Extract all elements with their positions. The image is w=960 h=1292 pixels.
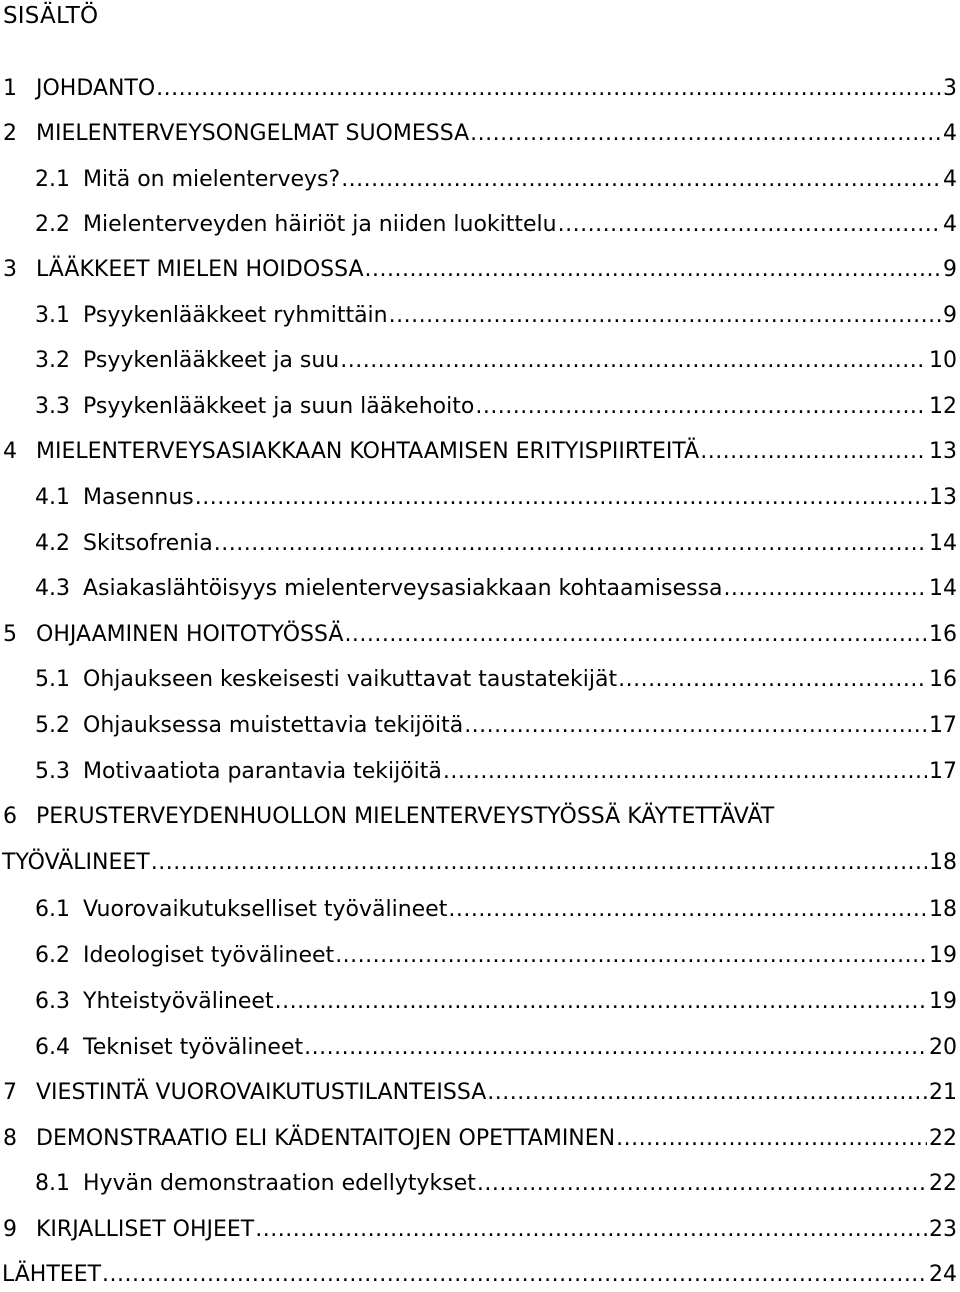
toc-entry-number: 6.3 (35, 989, 70, 1014)
toc-entry-page: 19 (929, 989, 957, 1014)
toc-entry-number: 2.2 (35, 212, 70, 237)
toc-entry-number: 1 (3, 76, 17, 101)
toc-entry[interactable] (0, 72, 957, 106)
toc-entry-title: Psyykenlääkkeet ja suun lääkehoito (83, 394, 475, 419)
toc-entry[interactable] (0, 572, 957, 606)
toc-entry[interactable] (0, 893, 957, 927)
toc-dot-leader (151, 846, 927, 880)
toc-entry-number: 5 (3, 622, 17, 647)
toc-entry-page: 17 (929, 713, 957, 738)
toc-entry-title: Tekniset työvälineet (83, 1035, 304, 1060)
toc-entry-title: Motivaatiota parantavia tekijöitä (83, 759, 442, 784)
toc-entry-page: 10 (929, 348, 957, 373)
toc-entry-page: 9 (943, 257, 957, 282)
toc-dot-leader (195, 481, 927, 515)
toc-dot-leader (700, 435, 927, 469)
toc-dot-leader (487, 1076, 927, 1110)
toc-heading: SISÄLTÖ (3, 3, 99, 29)
toc-entry-page: 21 (929, 1080, 957, 1105)
toc-dot-leader (102, 1258, 927, 1292)
toc-dot-leader (470, 117, 941, 151)
toc-entry-title: Vuorovaikutukselliset työvälineet (83, 897, 448, 922)
toc-entry[interactable] (0, 1122, 957, 1156)
toc-entry-number: 5.3 (35, 759, 70, 784)
toc-entry[interactable] (0, 1258, 957, 1292)
toc-entry-number: 6.4 (35, 1035, 70, 1060)
toc-dot-leader (214, 527, 927, 561)
toc-entry-number: 3 (3, 257, 17, 282)
toc-entry-page: 22 (929, 1126, 957, 1151)
toc-entry[interactable] (0, 481, 957, 515)
toc-entry-title: KIRJALLISET OHJEET (36, 1217, 255, 1242)
toc-entry-page: 18 (929, 897, 957, 922)
toc-entry-title: Ideologiset työvälineet (83, 943, 335, 968)
toc-dot-leader (558, 208, 941, 242)
toc-entry-page: 23 (929, 1217, 957, 1242)
toc-dot-leader (616, 1122, 927, 1156)
toc-dot-leader (723, 572, 927, 606)
toc-entry-number: 6 (3, 804, 17, 829)
toc-entry[interactable] (0, 435, 957, 469)
toc-entry-number: 2.1 (35, 167, 70, 192)
toc-entry[interactable] (0, 663, 957, 697)
toc-entry-title: JOHDANTO (36, 76, 156, 101)
toc-dot-leader (365, 253, 941, 287)
toc-entry-number: 3.2 (35, 348, 70, 373)
toc-entry-title: Psyykenlääkkeet ja suu (83, 348, 340, 373)
toc-dot-leader (477, 1167, 927, 1201)
toc-dot-leader (341, 163, 941, 197)
toc-entry[interactable] (0, 939, 957, 973)
toc-entry-title: Yhteistyövälineet (83, 989, 274, 1014)
toc-entry-number: 6.2 (35, 943, 70, 968)
toc-entry-page: 16 (929, 622, 957, 647)
toc-entry[interactable] (0, 618, 957, 652)
toc-entry-page: 4 (943, 121, 957, 146)
toc-entry-title-continued: TYÖVÄLINEET (2, 850, 150, 875)
toc-dot-leader (304, 1031, 927, 1065)
toc-entry-title: Masennus (83, 485, 194, 510)
toc-entry[interactable] (0, 1031, 957, 1065)
toc-entry[interactable] (0, 527, 957, 561)
toc-entry-page: 9 (943, 303, 957, 328)
toc-entry-page: 20 (929, 1035, 957, 1060)
toc-entry[interactable] (0, 299, 957, 333)
toc-entry-title: MIELENTERVEYSONGELMAT SUOMESSA (36, 121, 470, 146)
toc-entry-page: 22 (929, 1171, 957, 1196)
toc-entry-title: Ohjauksessa muistettavia tekijöitä (83, 713, 464, 738)
toc-entry-number: 8 (3, 1126, 17, 1151)
toc-entry-number: 9 (3, 1217, 17, 1242)
toc-entry-page: 12 (929, 394, 957, 419)
toc-entry-page: 4 (943, 212, 957, 237)
toc-dot-leader (443, 755, 927, 789)
toc-entry-number: 4 (3, 439, 17, 464)
toc-entry-title: OHJAAMINEN HOITOTYÖSSÄ (36, 622, 344, 647)
toc-entry-number: 8.1 (35, 1171, 70, 1196)
toc-entry-title: Asiakaslähtöisyys mielenterveysasiakkaan kohtaamisessa (83, 576, 723, 601)
toc-entry[interactable] (0, 390, 957, 424)
toc-entry-title: LÄHTEET (2, 1262, 102, 1287)
toc-entry-page: 14 (929, 531, 957, 556)
toc-entry-page: 16 (929, 667, 957, 692)
toc-entry-title: Ohjaukseen keskeisesti vaikuttavat taustatekijät (83, 667, 618, 692)
toc-entry-continuation[interactable] (0, 846, 957, 880)
toc-entry-page: 19 (929, 943, 957, 968)
toc-entry-title: Mitä on mielenterveys? (83, 167, 341, 192)
toc-entry-number: 4.2 (35, 531, 70, 556)
toc-entry-page: 14 (929, 576, 957, 601)
toc-entry[interactable] (0, 117, 957, 151)
toc-entry[interactable] (0, 208, 957, 242)
toc-entry[interactable] (0, 709, 957, 743)
toc-entry-page: 4 (943, 167, 957, 192)
toc-entry-number: 3.3 (35, 394, 70, 419)
toc-entry-title: DEMONSTRAATIO ELI KÄDENTAITOJEN OPETTAMINEN (36, 1126, 616, 1151)
toc-dot-leader (464, 709, 927, 743)
toc-dot-leader (344, 618, 927, 652)
toc-dot-leader (335, 939, 927, 973)
toc-entry[interactable] (0, 253, 957, 287)
toc-dot-leader (275, 985, 927, 1019)
toc-entry-number: 7 (3, 1080, 17, 1105)
toc-entry[interactable] (0, 985, 957, 1019)
toc-entry-number: 5.1 (35, 667, 70, 692)
toc-dot-leader (475, 390, 927, 424)
toc-entry-number: 4.3 (35, 576, 70, 601)
toc-entry-page: 24 (929, 1262, 957, 1287)
toc-entry-title: Hyvän demonstraation edellytykset (83, 1171, 476, 1196)
toc-entry[interactable] (0, 1213, 957, 1247)
toc-entry[interactable] (0, 344, 957, 378)
toc-entry-number: 2 (3, 121, 17, 146)
toc-entry-page: 18 (929, 850, 957, 875)
toc-dot-leader (618, 663, 927, 697)
toc-entry[interactable] (0, 1167, 957, 1201)
toc-entry-page: 13 (929, 485, 957, 510)
toc-entry-title: PERUSTERVEYDENHUOLLON MIELENTERVEYSTYÖSSÄ KÄYTETTÄVÄT (36, 804, 775, 829)
toc-entry-title: VIESTINTÄ VUOROVAIKUTUSTILANTEISSA (36, 1080, 487, 1105)
toc-entry-page: 3 (943, 76, 957, 101)
toc-entry-number: 5.2 (35, 713, 70, 738)
toc-entry[interactable] (0, 1076, 957, 1110)
toc-dot-leader (448, 893, 927, 927)
toc-entry-first-line[interactable] (0, 800, 774, 834)
toc-entry-page: 17 (929, 759, 957, 784)
toc-dot-leader (255, 1213, 927, 1247)
toc-entry-title: Skitsofrenia (83, 531, 213, 556)
toc-dot-leader (340, 344, 927, 378)
toc-entry-title: Mielenterveyden häiriöt ja niiden luokittelu (83, 212, 557, 237)
toc-entry-number: 4.1 (35, 485, 70, 510)
toc-entry-number: 6.1 (35, 897, 70, 922)
toc-dot-leader (389, 299, 941, 333)
toc-entry-title: Psyykenlääkkeet ryhmittäin (83, 303, 388, 328)
toc-entry-title: MIELENTERVEYSASIAKKAAN KOHTAAMISEN ERITYISPIIRTEITÄ (36, 439, 700, 464)
toc-dot-leader (156, 72, 941, 106)
toc-entry-title: LÄÄKKEET MIELEN HOIDOSSA (36, 257, 364, 282)
toc-entry[interactable] (0, 755, 957, 789)
toc-entry[interactable] (0, 163, 957, 197)
toc-entry-page: 13 (929, 439, 957, 464)
toc-entry-number: 3.1 (35, 303, 70, 328)
